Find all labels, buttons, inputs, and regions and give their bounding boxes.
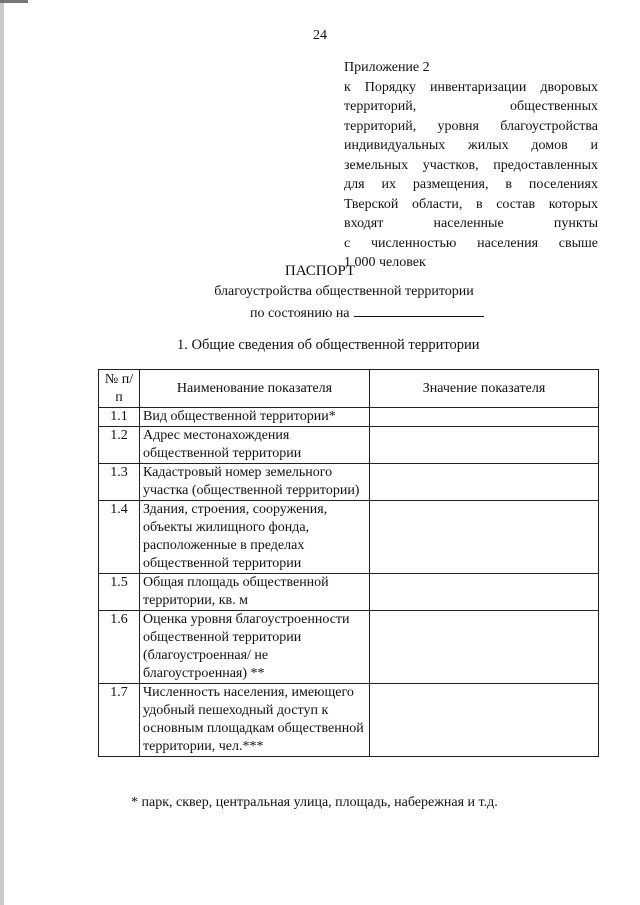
- row-number: 1.4: [99, 501, 140, 574]
- header-number: № п/п: [99, 370, 140, 408]
- row-indicator-name: Кадастровый номер земельного участка (общественной территории): [140, 464, 370, 501]
- row-number: 1.6: [99, 611, 140, 684]
- appendix-line: территорий, общественных: [344, 99, 598, 114]
- row-indicator-name: Оценка уровня благоустроенности общественной территории (благоустроенная/ не благоустроенная) **: [140, 611, 370, 684]
- row-indicator-value: [370, 464, 599, 501]
- appendix-header: [344, 58, 598, 273]
- page-number: 24: [313, 28, 327, 43]
- as-of-label: по состоянию на: [250, 306, 350, 321]
- appendix-line: с численностью населения свыше: [344, 235, 598, 251]
- row-indicator-value: [370, 574, 599, 611]
- appendix-line: Приложение 2: [344, 60, 430, 75]
- header-indicator-name: Наименование показателя: [140, 370, 370, 408]
- table-row: [99, 427, 599, 464]
- row-indicator-name: Численность населения, имеющего удобный пешеходный доступ к основным площадкам общественной территории, чел.***: [140, 684, 370, 757]
- section-heading: 1. Общие сведения об общественной территории: [177, 337, 480, 353]
- table-row: [99, 611, 599, 684]
- row-indicator-name: Здания, строения, сооружения, объекты жилищного фонда, расположенные в пределах общественной территории: [140, 501, 370, 574]
- row-indicator-name: Адрес местонахождения общественной территории: [140, 427, 370, 464]
- row-number: 1.2: [99, 427, 140, 464]
- row-indicator-value: [370, 408, 599, 427]
- as-of-date-blank: [354, 304, 484, 317]
- table-row: [99, 574, 599, 611]
- appendix-line: индивидуальных жилых домов и: [344, 138, 598, 153]
- table-row: [99, 408, 599, 427]
- row-number: 1.7: [99, 684, 140, 757]
- footnote: * парк, сквер, центральная улица, площадь, набережная и т.д.: [131, 795, 498, 810]
- table-row: [99, 464, 599, 501]
- row-indicator-value: [370, 684, 599, 757]
- appendix-line: входят населенные пункты: [344, 216, 598, 231]
- appendix-line: земельных участков, предоставленных: [344, 157, 598, 173]
- row-number: 1.5: [99, 574, 140, 611]
- table-header-row: [99, 370, 599, 408]
- row-number: 1.3: [99, 464, 140, 501]
- appendix-line: к Порядку инвентаризации дворовых: [344, 79, 598, 95]
- general-info-table: [98, 369, 599, 757]
- document-subtitle: благоустройства общественной территории: [214, 284, 474, 299]
- table-row: [99, 501, 599, 574]
- appendix-line: территорий, уровня благоустройства: [344, 118, 598, 134]
- table-row: [99, 684, 599, 757]
- row-indicator-name: Вид общественной территории*: [140, 408, 370, 427]
- row-number: 1.1: [99, 408, 140, 427]
- row-indicator-value: [370, 427, 599, 464]
- row-indicator-value: [370, 611, 599, 684]
- appendix-line: 1 000 человек: [344, 255, 426, 270]
- header-indicator-value: Значение показателя: [370, 370, 599, 408]
- appendix-line: Тверской области, в состав которых: [344, 196, 598, 212]
- scan-corner-mark: [0, 0, 28, 3]
- row-indicator-name: Общая площадь общественной территории, кв. м: [140, 574, 370, 611]
- appendix-line: для их размещения, в поселениях: [344, 177, 598, 192]
- document-title: ПАСПОРТ: [284, 263, 356, 279]
- scan-left-edge: [0, 0, 4, 905]
- row-indicator-value: [370, 501, 599, 574]
- as-of-date-line: [250, 304, 484, 322]
